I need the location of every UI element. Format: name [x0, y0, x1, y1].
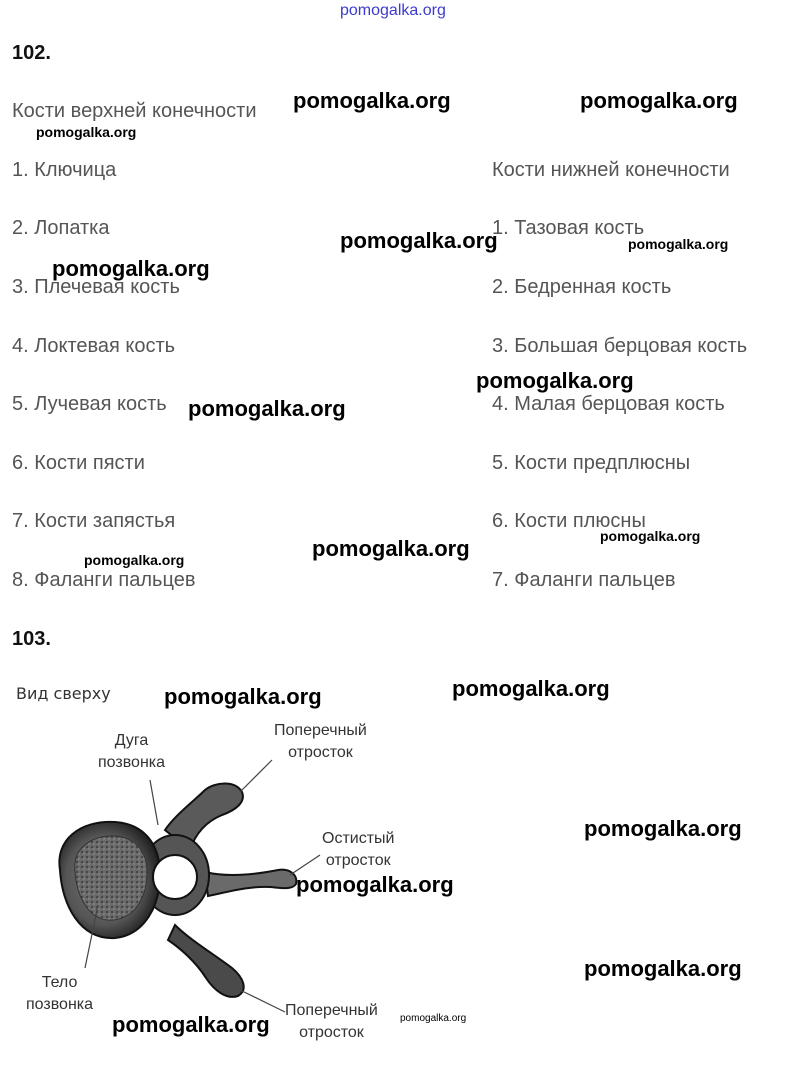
watermark: pomogalka.org: [400, 1013, 467, 1024]
lower-item-6: 6. Кости плюсны: [492, 510, 646, 532]
task-number-102: 102.: [12, 42, 51, 64]
watermark: pomogalka.org: [164, 684, 322, 709]
lower-item-4: 4. Малая берцовая кость: [492, 393, 725, 415]
header-watermark: pomogalka.org: [340, 2, 446, 19]
watermark: pomogalka.org: [36, 124, 137, 140]
lower-item-7: 7. Фаланги пальцев: [492, 569, 676, 591]
upper-item-8: 8. Фаланги пальцев: [12, 569, 196, 591]
lower-item-2: 2. Бедренная кость: [492, 276, 672, 298]
label-body: Тело позвонка: [26, 974, 94, 1013]
watermark: pomogalka.org: [340, 228, 498, 253]
upper-limb-title: Кости верхней конечности: [12, 100, 257, 122]
watermark: pomogalka.org: [112, 1012, 270, 1037]
watermark: pomogalka.org: [452, 676, 610, 701]
watermark: pomogalka.org: [312, 536, 470, 561]
lower-limb-title: Кости нижней конечности: [492, 159, 730, 181]
upper-item-2: 2. Лопатка: [12, 217, 110, 239]
watermark: pomogalka.org: [584, 956, 742, 981]
vertebral-foramen: [153, 855, 197, 899]
watermark: pomogalka.org: [52, 256, 210, 281]
upper-item-3: 3. Плечевая кость: [12, 276, 180, 298]
watermark: pomogalka.org: [628, 236, 729, 252]
upper-item-5: 5. Лучевая кость: [12, 393, 167, 415]
label-arch: Дуга позвонка: [98, 732, 166, 771]
upper-item-7: 7. Кости запястья: [12, 510, 176, 532]
watermark: pomogalka.org: [293, 88, 451, 113]
leader-transverse-top: [240, 760, 272, 792]
leader-transverse-bottom: [240, 990, 285, 1012]
label-transverse-bottom: Поперечный отросток: [285, 1002, 378, 1041]
label-transverse-top: Поперечный отросток: [274, 722, 367, 761]
watermark: pomogalka.org: [580, 88, 738, 113]
watermark: pomogalka.org: [84, 552, 185, 568]
lower-item-3: 3. Большая берцовая кость: [492, 335, 748, 357]
upper-item-4: 4. Локтевая кость: [12, 335, 176, 357]
watermark: pomogalka.org: [296, 872, 454, 897]
lower-item-1: 1. Тазовая кость: [492, 217, 645, 239]
spinous-process: [205, 870, 296, 896]
task-number-103: 103.: [12, 628, 51, 650]
upper-item-1: 1. Ключица: [12, 159, 117, 181]
view-label: Вид сверху: [16, 684, 111, 703]
leader-arch: [150, 780, 158, 825]
upper-item-6: 6. Кости пясти: [12, 452, 145, 474]
watermark: pomogalka.org: [476, 368, 634, 393]
label-spinous: Остистый отросток: [322, 830, 395, 869]
lower-item-5: 5. Кости предплюсны: [492, 452, 691, 474]
transverse-process-bottom: [168, 925, 244, 997]
watermark: pomogalka.org: [600, 528, 701, 544]
watermark: pomogalka.org: [188, 396, 346, 421]
watermark: pomogalka.org: [584, 816, 742, 841]
